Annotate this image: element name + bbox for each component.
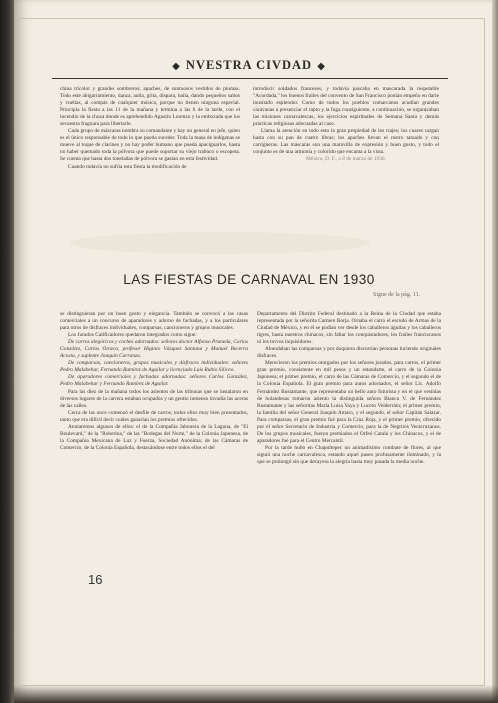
page-number: 16 bbox=[88, 572, 103, 587]
paragraph: De aparadores comerciales y fachadas adornadas: señores Carlos González, Pedro Malabehar y Fernando Ramírez de Aguilar. bbox=[60, 374, 248, 388]
paragraph: Anotaremos algunos de ellos: el de la Compañía Jabonera de la Laguna, de "El Boulevard," de la "Roberina," de las "Bodegas del Norte," de la Colonia Japonesa, de la Compañía Mexicana de Luz y Fuerza, Sociedad Anónima; de las Cámaras de Comercio, de la Colonia Española, destacándose entre todos ellos el del bbox=[60, 423, 248, 451]
paragraph: Abundaban las comparsas y por doquiera discurrían personas luciendo originales disfraces. bbox=[257, 346, 441, 360]
book-binding bbox=[0, 0, 14, 703]
article-title: LAS FIESTAS DE CARNAVAL EN 1930 bbox=[123, 272, 375, 287]
page-shadow bbox=[14, 685, 498, 703]
paragraph: Por la tarde hubo en Chapultepec un animadísimo combate de flores, al que siguió una noche carnavalesca, estando aquel paseo profusamente iluminado, y la que se prolongó sin que decayera la alegría hasta muy pasada la media noche. bbox=[257, 444, 441, 465]
paragraph: Departamento del Distrito Federal destinado a la Reina de la Ciudad que estaba representada por la señorita Carmen Borja. Ornaba el carro el escudo de Armas de la Ciudad de México, y en él se podían ver desde los caballeros águilas y los caballeros tigres, hasta nuestros chinacos, sin faltar los conquistadores, los frailes franciscanos ni los torvos inquisidores. bbox=[257, 311, 441, 346]
article-right-column bbox=[257, 311, 441, 466]
paragraph: Los Jurados Calificadores quedaron integrados como sigue: bbox=[68, 332, 197, 339]
paragraph: china tricolor y grandes sombreros; apaches, de suntuosos vestidos de plumas. Todo este abigarramiento, danza, aulla, grita, dispara, baila, dando pequeños saltos y vueltas, al compás de cualquier música, porque no tienen ninguna especial. Principia la fiesta a las 11 de la mañana y termina a las 6 de la tarde, con el incendio de la choza donde es aprehendido Agustín Lorenzo y la embozada que los secuestra fraguara para libertarle. bbox=[60, 86, 240, 128]
masthead bbox=[0, 58, 498, 73]
ornament-icon: ◆ bbox=[172, 60, 181, 72]
paragraph: Llama la atención en todo esto la gran propiedad de los trajes; los cuares cargan hasta con su pan de cuatro libras; los apaches llevan el rostro tatuado y con carrigueras. Las máscaras son una maravilla de expresión y buen gusto, y todo el conjunto es de una armonía y colorido que encanta a la vista. bbox=[253, 128, 439, 156]
paragraph: introducir soldados franceses, y todavía pascaba en mascarada la respetable "Acordada," los buenos frailes del convento de San Francisco ponían empeño en darle inusitado esplendor. Como de todos los pueblos comarcanos acudían grandes caravanas a presenciar el rapto y la fuga consiguiente, a continuación, se organizaban las misiones carnavalescas, los ejercicios espirituales de Semana Santa y demás prácticas religiosas adecuadas al caso. bbox=[253, 86, 439, 128]
paragraph: De carros alegóricos y coches adornados: señores doctor Alfonso Pruneda, Carlos González, Carlos Orozco, profesor Higinio Vázquez Santana y Manuel Becerra Acosta, y suplente Joaquín Carranza. bbox=[60, 339, 248, 360]
continued-note: Sigue de la pág. 11. bbox=[373, 292, 421, 298]
paragraph: se distinguieran por un buen gusto y elegancia. También se convocó a las casas comerciales a un concurso de aparadores y adorno de fachadas, y a los particulares para otros de disfraces individuales, comparsas, cancioneros y grupos musicales. bbox=[60, 311, 248, 332]
paragraph: De comparsas, cancioneros, grupos musicales y disfraces individuales: señores Pedro Malabehar, Fernando Ramírez de Aguilar y licenciado Luis Rubio Silíceo. bbox=[60, 360, 248, 374]
paragraph: Para las diez de la mañana todos los asientos de las tribunas que se instalaron en diversos lugares de la carrera estaban ocupados y un gentío inmenso invadía las aceras de las calles. bbox=[60, 388, 248, 409]
top-left-column bbox=[60, 86, 240, 171]
article-left-column bbox=[60, 311, 248, 452]
masthead-title: NVESTRA CIVDAD bbox=[185, 58, 313, 72]
page-edge bbox=[492, 0, 498, 703]
paragraph: Cuando todavía no sufría esta fiesta la modificación de bbox=[68, 163, 187, 170]
masthead-rule bbox=[52, 78, 448, 79]
dateline: México, D. F., a 8 de marzo de 1930. bbox=[306, 156, 386, 163]
paragraph: Merecieron los premios otorgados por los señores jurados, para carros, el primer gran premio, consistente en mil pesos y un estandarte, el carro de la Colonia Japonesa; el primer premio, el carro de las Cámaras de Comercio, y el segundo el de la Colonia Española. El gran premio para autos adornados, el señor Lic. Adolfo Fernández Bustamante, que representaba un bello auto futurista y en el que vestidas de holandesas tomaron asiento la distinguida señora Blanca V. de Fernández Bustamante y las señoritas María Luisa Yaya y Lucero Velderráin; el primer premio, la familia del señor General Joaquín Amaro, y el segundo, el señor Capitán Salazar. Para comparsas, el gran premio fué para la Cruz Roja, y el primer premio, ofrecido por el señor Secretario de Industria y Comercio, para la de Negritos Veracruzanos. De los grupos musicales, fueron premiados el Orfeó Catalá y los Chinacos, y el de aparadores fué para el Centro Mercantil. bbox=[257, 360, 441, 444]
paragraph: Cerca de las once comenzó el desfile de carros, todos ellos muy bien presentados, tanto que era difícil decir cuáles ganarían los premios ofrecidos. bbox=[60, 409, 248, 423]
ornament-icon: ◆ bbox=[317, 60, 326, 72]
paragraph: Cada grupo de máscaras nombra su comandante y hay un general en jefe, quien es el único responsable de todo lo que pueda suceder. Toda la masa de indígenas se mueve al toque de clarines y no hay poder humano que pueda apaciguarlos, hasta no haber quemado toda la pólvora que puede soportar su viejo trabuco o escopeta. Se cuenta que hasta dos toneladas de pólvora se gastan en esta festividad. bbox=[60, 128, 240, 163]
paper-stain bbox=[70, 232, 370, 254]
top-right-column bbox=[253, 86, 439, 164]
